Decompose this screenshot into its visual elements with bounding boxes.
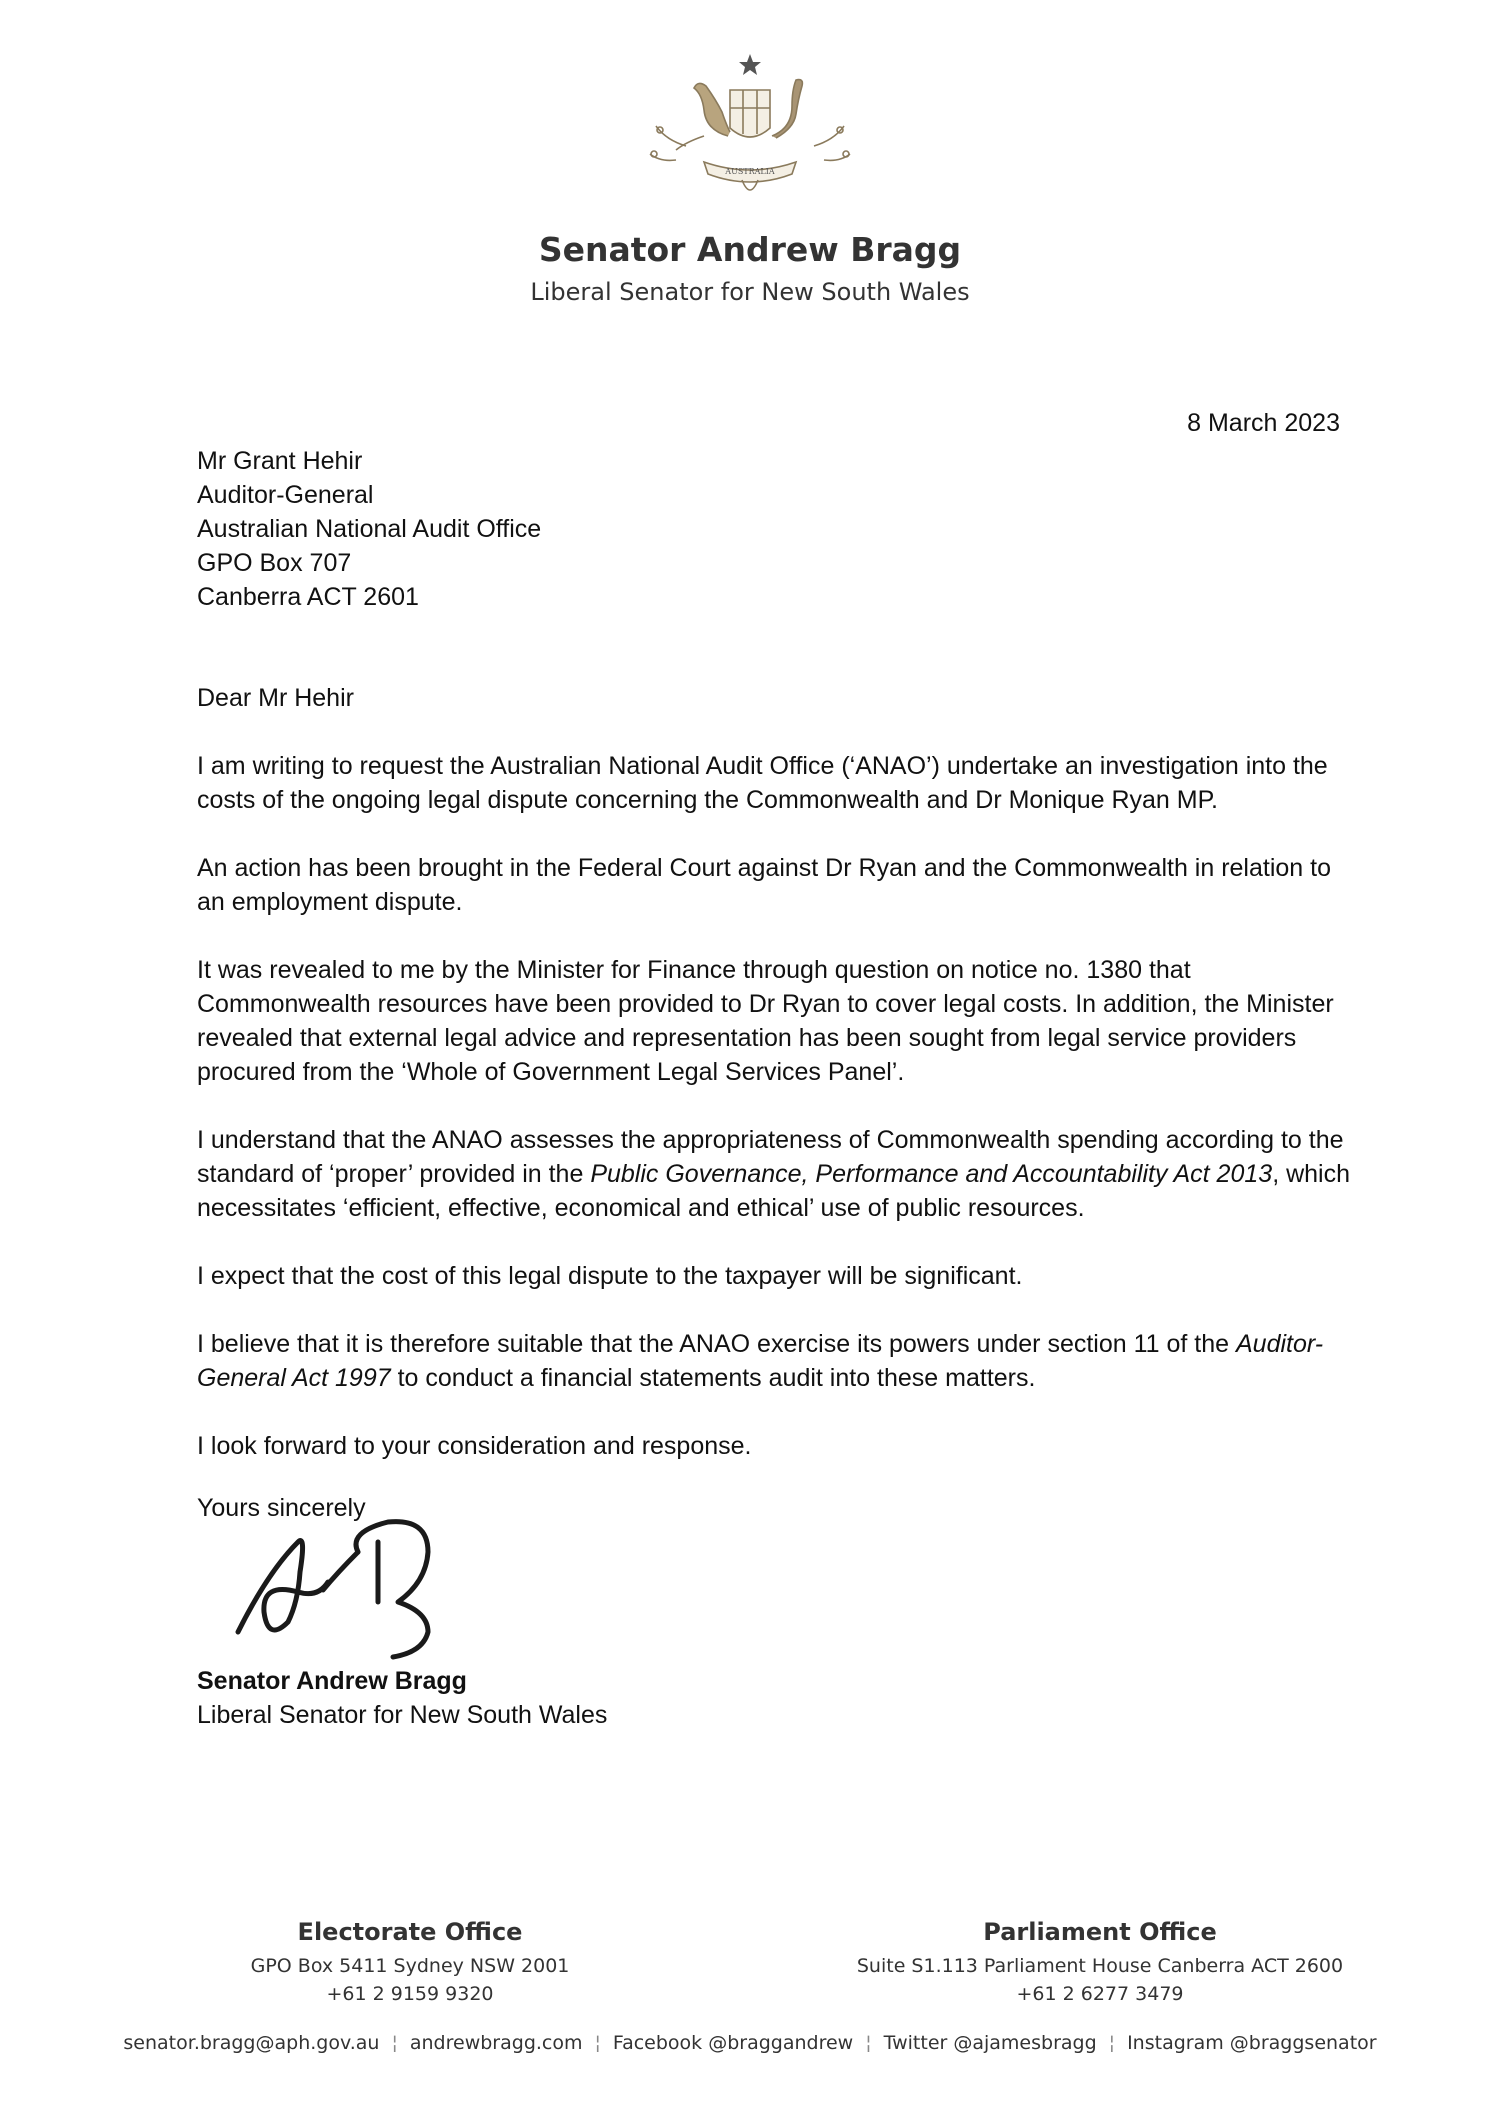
paragraph-4-text-end: , which necessitates ‘efficient, effective, economical and ethical’ use of public resources. [197, 1160, 1350, 1222]
act-title: Public Governance, Performance and Accountability Act 2013 [590, 1160, 1273, 1188]
electorate-office-address: GPO Box 5411 Sydney NSW 2001 [250, 1955, 570, 1977]
divider: ¦ [391, 2032, 398, 2054]
signatory-role: Liberal Senator for New South Wales [197, 1701, 608, 1729]
divider: ¦ [594, 2032, 601, 2054]
recipient-address [197, 444, 541, 614]
paragraph-4-text: I understand that the ANAO assesses the appropriateness of Commonwealth spending according to the standard of ‘proper’ provided in the [197, 1126, 1344, 1188]
handwritten-signature-icon [228, 1512, 488, 1662]
divider: ¦ [1108, 2032, 1116, 2054]
paragraph-4 [197, 1123, 1357, 1225]
contact-bar [0, 2032, 1500, 2054]
divider: ¦ [865, 2032, 872, 2054]
signatory-name: Senator Andrew Bragg [197, 1667, 467, 1695]
coat-of-arms-icon [646, 50, 854, 206]
letter-body [197, 681, 1357, 1497]
website-link[interactable]: andrewbragg.com [409, 2032, 583, 2054]
twitter-link[interactable]: Twitter @ajamesbragg [883, 2032, 1097, 2054]
paragraph-7: I look forward to your consideration and response. [197, 1432, 752, 1460]
electorate-office-title: Electorate Office [297, 1918, 523, 1946]
salutation: Dear Mr Hehir [197, 684, 354, 712]
paragraph-5: I expect that the cost of this legal dispute to the taxpayer will be significant. [197, 1262, 1023, 1290]
paragraph-2: An action has been brought in the Federal Court against Dr Ryan and the Commonwealth in relation to an employment dispute. [197, 854, 1331, 916]
recipient-line: GPO Box 707 [197, 549, 352, 577]
parliament-office-address: Suite S1.113 Parliament House Canberra ACT 2600 [856, 1955, 1344, 1977]
electorate-office-phone: +61 2 9159 9320 [326, 1983, 494, 2005]
letterhead-role: Liberal Senator for New South Wales [530, 278, 970, 306]
letterhead-name: Senator Andrew Bragg [538, 230, 962, 269]
facebook-link[interactable]: Facebook @braggandrew [612, 2032, 854, 2054]
instagram-link[interactable]: Instagram @braggsenator [1127, 2032, 1377, 2054]
parliament-office [820, 1918, 1380, 2008]
recipient-line: Mr Grant Hehir [197, 447, 363, 475]
parliament-office-phone: +61 2 6277 3479 [1016, 1983, 1184, 2005]
electorate-office [210, 1918, 610, 2008]
recipient-line: Auditor-General [197, 481, 374, 509]
letter-date: 8 March 2023 [1187, 409, 1340, 437]
signatory [197, 1664, 607, 1732]
paragraph-6 [197, 1327, 1357, 1395]
recipient-line: Australian National Audit Office [197, 515, 542, 543]
parliament-office-title: Parliament Office [983, 1918, 1217, 1946]
recipient-line: Canberra ACT 2601 [197, 583, 419, 611]
act-title: Auditor-General Act 1997 [197, 1330, 1324, 1392]
crest-scroll-label: AUSTRALIA [725, 167, 775, 176]
paragraph-1: I am writing to request the Australian National Audit Office (‘ANAO’) undertake an investigation into the costs of the ongoing legal dispute concerning the Commonwealth and Dr Monique Ryan MP. [197, 752, 1328, 814]
paragraph-3: It was revealed to me by the Minister for Finance through question on notice no. 1380 that Commonwealth resources have been provided to Dr Ryan to cover legal costs. In addition, the Minister revealed that external legal advice and representation has been sought from legal service providers procured from the ‘Whole of Government Legal Services Panel’. [197, 956, 1334, 1086]
closing: Yours sincerely [197, 1494, 366, 1522]
email-link[interactable]: senator.bragg@aph.gov.au [123, 2032, 380, 2054]
paragraph-6-text-end: to conduct a financial statements audit into these matters. [390, 1364, 1036, 1392]
paragraph-6-text: I believe that it is therefore suitable that the ANAO exercise its powers under section 11 of the [197, 1330, 1236, 1358]
